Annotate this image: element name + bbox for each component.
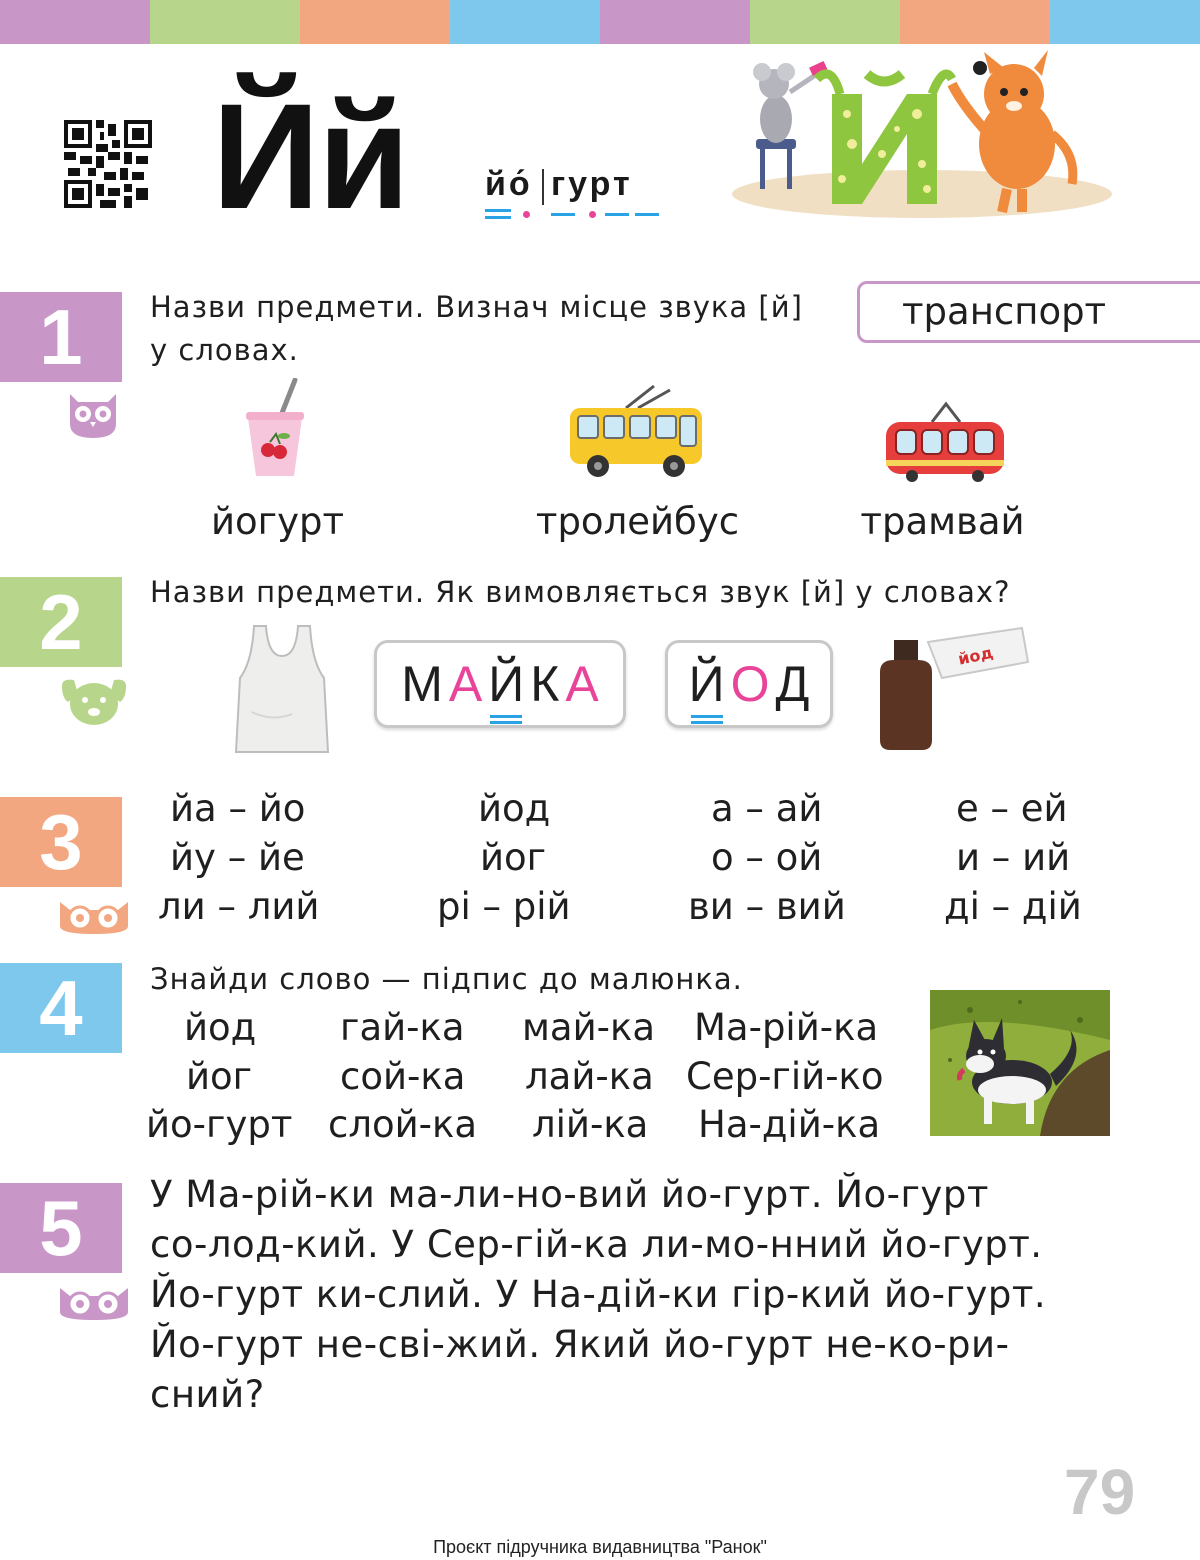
category-label: транспорт (902, 290, 1107, 333)
scheme-mark (551, 213, 575, 216)
stripe-1 (0, 0, 150, 44)
stripe-8 (1050, 0, 1200, 44)
word-card-yod (665, 640, 833, 728)
task-4-cell: Сер-гій-ко (686, 1055, 884, 1098)
task-4-cell: сой-ка (340, 1055, 466, 1098)
dog-icon (58, 676, 130, 726)
syllable-divider (542, 169, 544, 205)
scheme-mark (485, 216, 511, 219)
task-4-cell: Ма-рій-ка (694, 1006, 879, 1049)
letter-y-text: Й (488, 656, 525, 712)
keyword-scheme (485, 165, 685, 225)
task-3-cell: и – ий (956, 836, 1071, 879)
story-text (150, 1170, 1046, 1420)
yogurt-cup-icon (240, 378, 310, 483)
stripe-5 (600, 0, 750, 44)
task-4-cell: слой-ка (328, 1103, 478, 1146)
owl-icon (64, 390, 122, 440)
story-line: Йо-гурт ки-слий. У На-дій-ки гір-кий йо-гурт. (150, 1273, 1047, 1316)
task-1-number (0, 292, 122, 382)
qr-code-icon[interactable] (64, 120, 152, 208)
task-3-cell: а – ай (711, 787, 823, 830)
trolleybus-icon (566, 384, 706, 479)
task-3-number (0, 797, 122, 887)
glasses-owl-icon (58, 1282, 130, 1322)
scheme-mark (605, 213, 629, 216)
task-4-instruction: Знайди слово — підпис до малюнка. (150, 962, 743, 996)
task-3-cell: ви – вий (688, 885, 846, 928)
letter-a: А (448, 656, 483, 712)
header-letter: Йй (212, 72, 409, 240)
letter-k: К (530, 656, 560, 712)
task-3-cell: йа – йо (170, 787, 306, 830)
story-line: Йо-гурт не-сві-жий. Який йо-гурт не-ко-ри- (150, 1323, 1010, 1366)
task-1-item-yogurt: йогурт (210, 500, 345, 543)
scheme-dot (589, 211, 596, 218)
task-3-cell: йог (480, 836, 547, 879)
sound-underline (691, 721, 723, 724)
tank-top-icon (232, 622, 332, 757)
scheme-mark (635, 213, 659, 216)
task-3-cell: ли – лий (158, 885, 320, 928)
task-2-number-text: 2 (39, 577, 83, 666)
stripe-3 (300, 0, 450, 44)
letter-y (689, 655, 725, 713)
task-1-instruction-line1: Назви предмети. Визнач місце звука [й] (150, 290, 803, 324)
stripe-6 (750, 0, 900, 44)
keyword-syllable-2: гурт (551, 165, 633, 203)
task-4-cell: йо-гурт (146, 1103, 293, 1146)
task-4-cell: На-дій-ка (698, 1103, 881, 1146)
word-card-mayka (374, 640, 626, 728)
svg-text:йод: йод (956, 642, 995, 669)
story-line: У Ма-рій-ки ма-ли-но-вий йо-гурт. Йо-гурт (150, 1173, 989, 1216)
letter-o: О (730, 656, 770, 712)
letter-d: Д (775, 656, 810, 712)
stripe-7 (900, 0, 1050, 44)
husky-dog-picture (930, 990, 1110, 1136)
letter-m: М (401, 656, 443, 712)
stripe-2 (150, 0, 300, 44)
task-3-cell: йод (478, 787, 551, 830)
keyword-syllable-1: йо́ (485, 165, 533, 203)
scheme-dot (523, 211, 530, 218)
task-4-number (0, 963, 122, 1053)
task-3-cell: рі – рій (437, 885, 571, 928)
task-1-number-text: 1 (39, 292, 83, 381)
task-5-number-text: 5 (39, 1183, 83, 1272)
task-2-number (0, 577, 122, 667)
task-2-instruction: Назви предмети. Як вимовляється звук [й] у словах? (150, 575, 1011, 609)
sound-underline (490, 721, 522, 724)
task-4-cell: лій-ка (532, 1103, 649, 1146)
letter-a2: А (565, 656, 599, 712)
category-label-box (857, 281, 1200, 343)
task-4-cell: йог (186, 1055, 253, 1098)
iodine-bottle-icon (872, 622, 1032, 752)
letter-y-text: Й (688, 656, 725, 712)
task-4-cell: май-ка (522, 1006, 656, 1049)
task-3-cell: ді – дій (944, 885, 1082, 928)
task-1-item-trolleybus: тролейбус (535, 500, 740, 543)
page-number: 79 (1064, 1456, 1136, 1528)
task-3-cell: йу – йе (170, 836, 305, 879)
story-line: со-лод-кий. У Сер-гій-ка ли-мо-нний йо-гурт. (150, 1223, 1043, 1266)
task-3-cell: о – ой (711, 836, 823, 879)
task-4-number-text: 4 (39, 963, 83, 1052)
task-1-item-tram: трамвай (860, 500, 1025, 543)
task-4-cell: гай-ка (340, 1006, 465, 1049)
stripe-4 (450, 0, 600, 44)
task-3-cell: е – ей (956, 787, 1068, 830)
sound-underline (490, 715, 522, 718)
scheme-mark (485, 209, 511, 212)
task-4-cell: йод (184, 1006, 257, 1049)
tram-icon (882, 400, 1008, 482)
task-3-number-text: 3 (39, 797, 83, 886)
glasses-owl-icon (58, 896, 130, 936)
mouse-cat-letter-illustration (722, 44, 1112, 219)
letter-y (488, 655, 524, 713)
story-line: сний? (150, 1373, 265, 1416)
task-4-cell: лай-ка (525, 1055, 654, 1098)
task-1-instruction-line2: у словах. (150, 333, 299, 367)
sound-underline (691, 715, 723, 718)
footer-credit: Проєкт підручника видавництва "Ранок" (433, 1537, 767, 1557)
task-5-number (0, 1183, 122, 1273)
